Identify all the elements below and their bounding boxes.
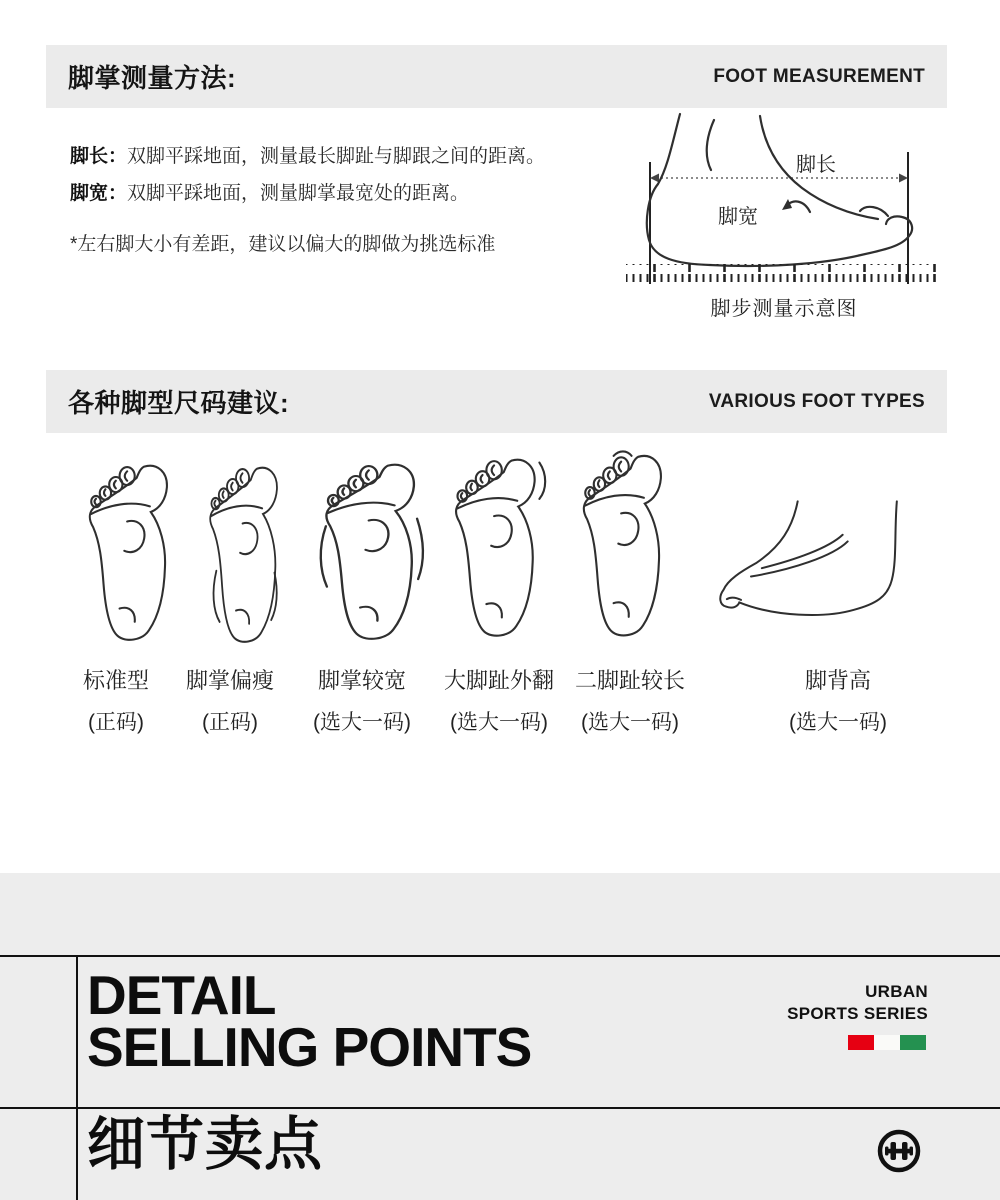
detail-subtitle-zh: 细节卖点 xyxy=(87,1112,324,1177)
type-advice: (选大一码) xyxy=(580,711,679,734)
type-advice: (正码) xyxy=(87,711,144,734)
foot-wide-illustration xyxy=(313,458,431,652)
foot-width-line xyxy=(70,175,630,212)
foot-bunion-illustration xyxy=(444,453,550,649)
urban-sports-series-label xyxy=(787,981,928,1025)
foot-narrow-illustration xyxy=(200,461,290,655)
measure-instructions xyxy=(70,138,630,260)
banner-vertical-rule xyxy=(76,955,78,1200)
flag-white-block xyxy=(874,1035,900,1050)
foot-width-text: 双脚平踩地面，测量脚掌最宽处的距离。 xyxy=(127,183,470,204)
type-name: 脚背高 xyxy=(804,668,871,693)
dumbbell-icon xyxy=(876,1128,922,1174)
series-line1: URBAN xyxy=(865,982,928,1001)
foot-length-text: 双脚平踩地面，测量最长脚趾与脚跟之间的距离。 xyxy=(127,146,546,167)
type-name: 脚掌偏瘦 xyxy=(185,668,275,693)
series-flag xyxy=(848,1035,926,1050)
type-long-second-toe xyxy=(575,668,685,736)
types-title-zh: 各种脚型尺码建议: xyxy=(68,388,290,418)
type-narrow xyxy=(186,668,274,736)
flag-green-block xyxy=(900,1035,926,1050)
detail-title-line2: SELLING POINTS xyxy=(87,1016,532,1078)
foot-long-second-toe-illustration xyxy=(572,449,676,649)
type-bunion xyxy=(444,668,554,736)
type-name: 大脚趾外翻 xyxy=(443,668,555,693)
type-advice: (正码) xyxy=(201,711,258,734)
types-title-en: VARIOUS FOOT TYPES xyxy=(708,390,925,412)
flag-red-block xyxy=(848,1035,874,1050)
type-standard xyxy=(83,668,149,736)
foot-side-measure-illustration xyxy=(618,112,950,290)
diagram-length-label: 脚长 xyxy=(796,154,836,176)
type-name: 脚掌较宽 xyxy=(317,668,406,693)
measurement-diagram xyxy=(618,112,950,322)
measure-note: *左右脚大小有差距，建议以偏大的脚做为挑选标准 xyxy=(70,234,496,255)
measure-title-zh: 脚掌测量方法: xyxy=(68,63,237,93)
type-advice: (选大一码) xyxy=(789,711,887,734)
diagram-caption: 脚步测量示意图 xyxy=(710,298,858,320)
detail-selling-points-title xyxy=(87,964,532,1078)
banner-middle-rule xyxy=(0,1107,1000,1109)
foot-length-label: 脚长： xyxy=(70,146,128,167)
type-name: 标准型 xyxy=(82,668,150,693)
foot-high-instep-illustration xyxy=(716,498,916,640)
type-advice: (选大一码) xyxy=(313,711,411,734)
foot-standard-illustration xyxy=(78,459,182,653)
banner-top-rule xyxy=(0,955,1000,957)
measure-title-en: FOOT MEASUREMENT xyxy=(713,65,925,87)
type-high-instep xyxy=(789,668,887,736)
type-advice: (选大一码) xyxy=(449,711,548,734)
foot-length-line xyxy=(70,138,630,175)
diagram-width-label: 脚宽 xyxy=(718,206,758,228)
foot-width-label: 脚宽： xyxy=(70,183,128,204)
measure-section-header xyxy=(46,45,947,108)
series-line2: SPORTS SERIES xyxy=(787,1004,928,1023)
detail-title-line1: DETAIL xyxy=(87,964,276,1026)
type-wide xyxy=(313,668,411,736)
type-name: 二脚趾较长 xyxy=(574,668,686,693)
foot-types-section-header xyxy=(46,370,947,433)
